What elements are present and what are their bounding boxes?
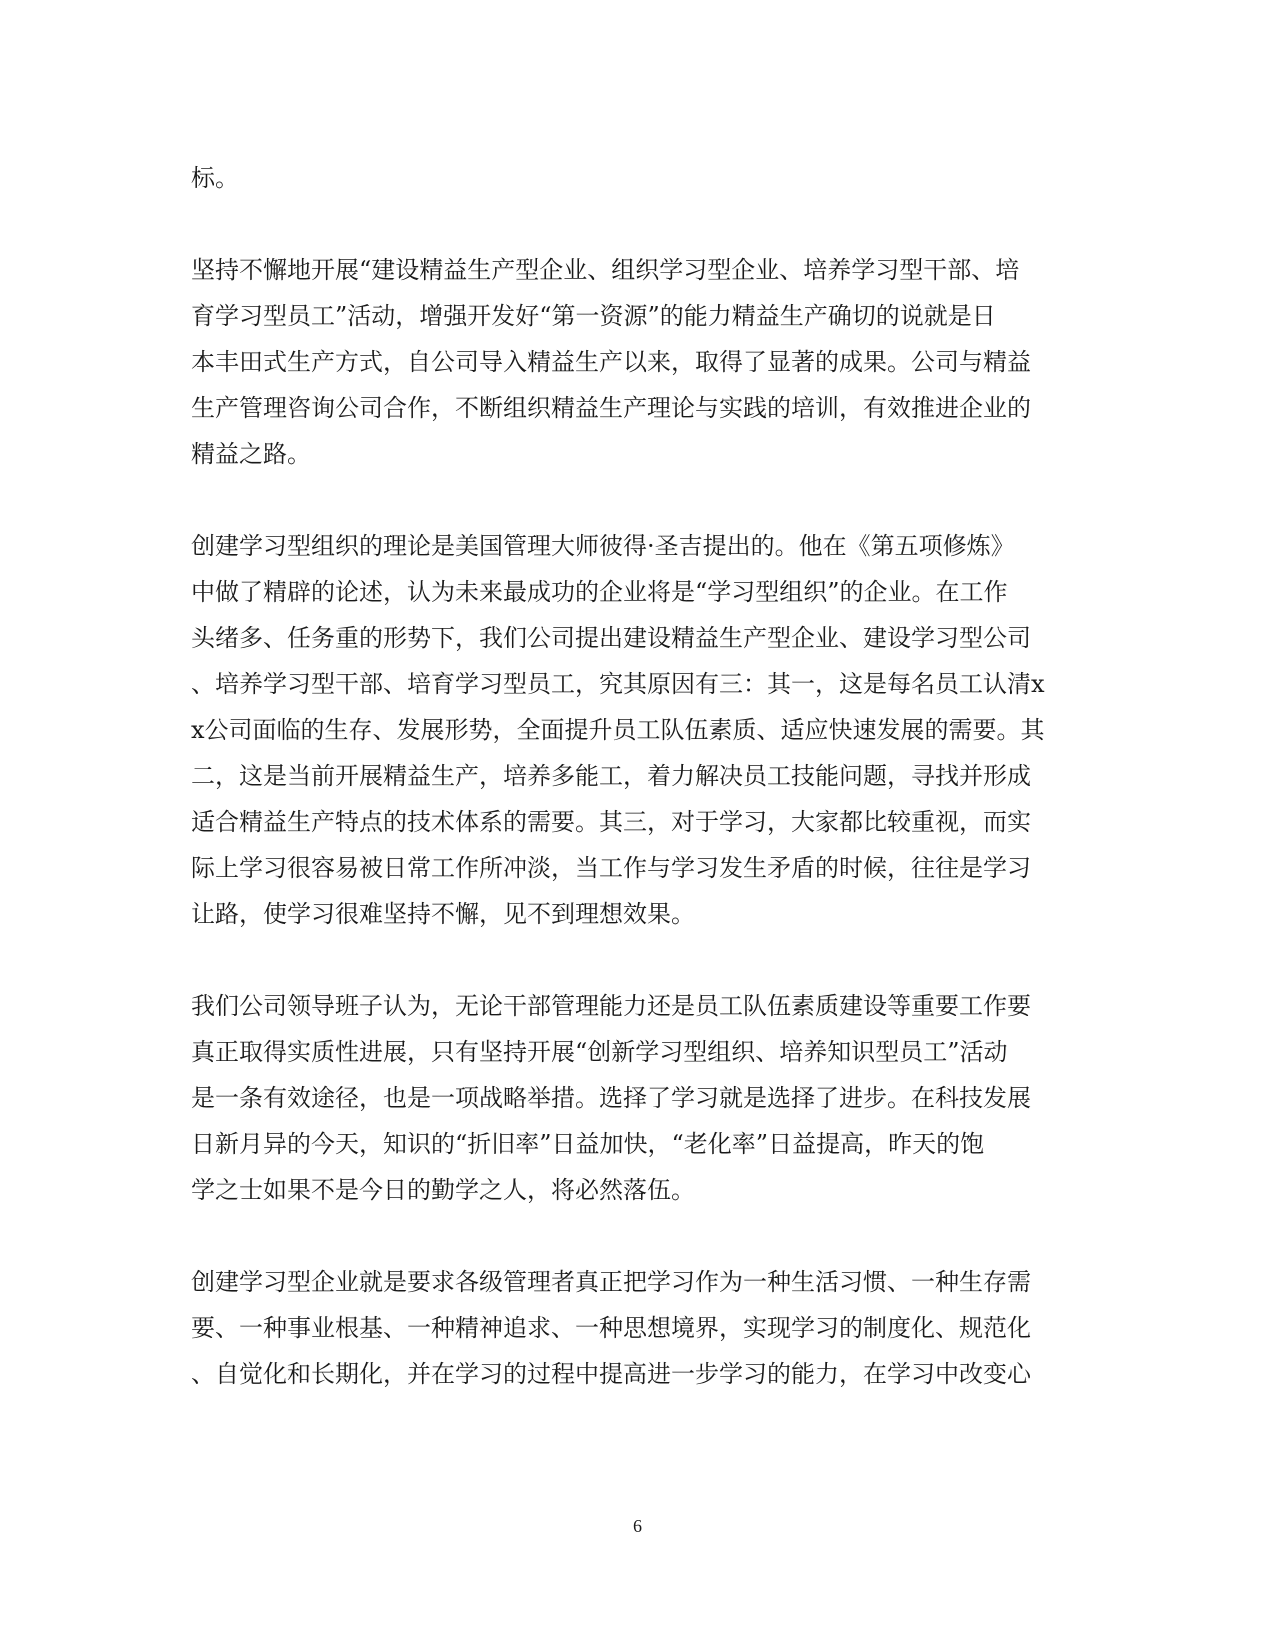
text-line: 、培养学习型干部、培育学习型员工，究其原因有三：其一，这是每名员工认清x — [191, 670, 1045, 698]
text-line: 适合精益生产特点的技术体系的需要。其三，对于学习，大家都比较重视，而实 — [191, 808, 1031, 836]
text-line: 创建学习型组织的理论是美国管理大师彼得·圣吉提出的。他在《第五项修炼》 — [191, 532, 1015, 560]
text-line: 精益之路。 — [191, 440, 311, 468]
text-line: 二，这是当前开展精益生产，培养多能工，着力解决员工技能问题，寻找并形成 — [191, 762, 1031, 790]
text-line: 我们公司领导班子认为，无论干部管理能力还是员工队伍素质建设等重要工作要 — [191, 992, 1031, 1020]
text-line: 际上学习很容易被日常工作所冲淡，当工作与学习发生矛盾的时候，往往是学习 — [191, 854, 1031, 882]
text-line: 要、一种事业根基、一种精神追求、一种思想境界，实现学习的制度化、规范化 — [191, 1314, 1031, 1342]
text-line: 头绪多、任务重的形势下，我们公司提出建设精益生产型企业、建设学习型公司 — [191, 624, 1031, 652]
text-line: 学之士如果不是今日的勤学之人，将必然落伍。 — [191, 1176, 695, 1204]
text-line: 生产管理咨询公司合作，不断组织精益生产理论与实践的培训，有效推进企业的 — [191, 394, 1031, 422]
text-line: 本丰田式生产方式，自公司导入精益生产以来，取得了显著的成果。公司与精益 — [191, 348, 1031, 376]
text-line: 标。 — [191, 164, 239, 192]
text-line: 真正取得实质性进展，只有坚持开展“创新学习型组织、培养知识型员工”活动 — [191, 1038, 1008, 1066]
text-line: 中做了精辟的论述，认为未来最成功的企业将是“学习型组织”的企业。在工作 — [191, 578, 1008, 606]
text-line: 坚持不懈地开展“建设精益生产型企业、组织学习型企业、培养学习型干部、培 — [191, 256, 1020, 284]
text-line: 创建学习型企业就是要求各级管理者真正把学习作为一种生活习惯、一种生存需 — [191, 1268, 1031, 1296]
page-number: 6 — [633, 1516, 642, 1536]
text-line: 让路，使学习很难坚持不懈，见不到理想效果。 — [191, 900, 695, 928]
text-line: 、自觉化和长期化，并在学习的过程中提高进一步学习的能力，在学习中改变心 — [191, 1360, 1031, 1388]
text-line: 日新月异的今天，知识的“折旧率”日益加快，“老化率”日益提高，昨天的饱 — [191, 1130, 985, 1158]
text-line: 育学习型员工”活动，增强开发好“第一资源”的能力精益生产确切的说就是日 — [191, 302, 996, 330]
text-line: x公司面临的生存、发展形势，全面提升员工队伍素质、适应快速发展的需要。其 — [191, 716, 1045, 744]
text-line: 是一条有效途径，也是一项战略举措。选择了学习就是选择了进步。在科技发展 — [191, 1084, 1031, 1112]
